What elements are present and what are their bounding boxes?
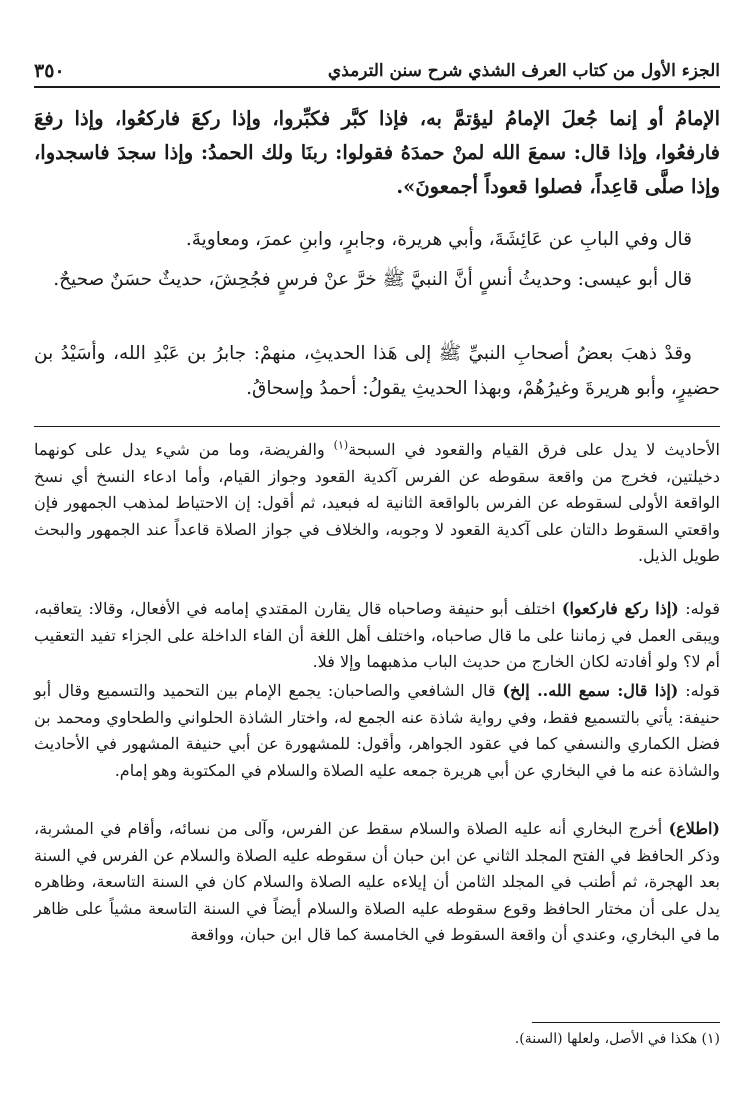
page-number: ٣٥٠ xyxy=(34,60,65,82)
running-header xyxy=(34,58,720,84)
commentary-intro-part2: والفريضة، وما من شيء يدل على كونهما دخيلتين، فخرج من واقعة سقوطه عن الفرس آكدية القعود وجواز القيام، وأما ادعاء النسخ أي نسخ الواقعة الأولى لسقوطه عن الفرس بالواقعة الثانية له فبعيد، ثم أقول: إن الاحتياط لمذهب الجمهور فإن واقعتي السقوط دالتان على آكدية القعود لا وجوبه، والخلاف في جواز الصلاة قاعداً عند الجمهور والبحث طويل الذيل. xyxy=(34,440,721,565)
ittilaa-label: (اطلاع) xyxy=(668,819,720,838)
rakaa-prefix: قوله: xyxy=(678,599,721,618)
commentary-rakaa xyxy=(34,596,720,676)
bab-paragraph: قال وفي البابِ عن عَائِشَةَ، وأبي هريرة، وجابرٍ، وابنِ عمرَ، ومعاويةَ. xyxy=(185,229,692,250)
commentary-intro-part1: الأحاديث لا يدل على فرق القيام والقعود في السبحة xyxy=(348,440,720,459)
commentary-ittilaa xyxy=(34,816,720,949)
footnote-reference: (١) xyxy=(333,438,349,452)
footnote-marker: (١) xyxy=(701,1031,720,1047)
commentary-samia xyxy=(34,678,720,784)
footnote-divider xyxy=(532,1022,720,1023)
samia-text: قال الشافعي والصاحبان: يجمع الإمام بين التحميد والتسميع وقال أبو حنيفة: يأتي بالتسميع فقط، وفي رواية شاذة عنه الجمع له، واختار الشاذة الحلواني والطحاوي ومحمد بن فضل الكماري والنسفي كما في عقود الجواهر، وأقول: للمشهورة عن أبي حنيفة المشهور في الأحاديث والشاذة عنه ما في البخاري عن أبي هريرة جمعه عليه الصلاة والسلام في المكتوبة وهو إمام. xyxy=(34,681,720,780)
commentary-divider xyxy=(34,426,720,427)
commentary-intro xyxy=(34,437,720,570)
footnote xyxy=(34,1028,720,1050)
running-title: الجزء الأول من كتاب العرف الشذي شرح سنن الترمذي xyxy=(327,61,720,81)
hadith-text: الإمامُ أو إنما جُعلَ الإمامُ ليؤتمَّ به، فإذا كبَّر فكبِّروا، وإذا ركعَ فاركعُوا، وإذا رفعَ فارفعُوا، وإذا قال: سمعَ الله لمنْ حمدَهُ فقولوا: ربنَا ولك الحمدُ: وإذا سجدَ فاسجدوا، وإذا صلَّى قاعِداً، فصلوا قعوداً أجمعونَ». xyxy=(34,107,720,198)
samia-prefix: قوله: xyxy=(678,681,721,700)
rakaa-label: (إذا ركع فاركعوا) xyxy=(561,599,679,618)
abu-isa-paragraph: قال أبو عيسى: وحديثُ أنسٍ أنَّ النبيَّ ﷺ خرَّ عنْ فرسٍ فجُحِشَ، حديثٌ حسَنٌ صحيحٌ. xyxy=(53,269,692,290)
dhahab-paragraph: وقدْ ذهبَ بعضُ أصحابِ النبيِّ ﷺ إلى هَذا الحديثِ، منهمْ: جابرُ بن عَبْدِ الله، وأسَيْدُ بن حضيرٍ، وأبو هريرةَ وغيرُهُمْ، وبهذا الحديثِ يقولُ: أحمدُ وإسحاقُ. xyxy=(34,343,720,399)
ittilaa-text: أخرج البخاري أنه عليه الصلاة والسلام سقط عن الفرس، وآلى من نسائه، وأقام في المشربة، وذكر الحافظ في الفتح المجلد الثاني عن ابن حبان أن سقوطه عليه الصلاة والسلام عن الفرس في السنة بعد الهجرة، ثم أطنب في المجلد الثامن أن إيلاءه عليه الصلاة والسلام كان في السنة التاسعة، وظاهره يدل على أن مختار الحافظ وقوع سقوطه عليه الصلاة والسلام أيضاً في السنة التاسعة مشياً على ظاهر ما في البخاري، وعندي أن واقعة السقوط في الخامسة كما قال ابن حبان، وواقعة xyxy=(34,819,720,944)
samia-label: (إذا قال: سمع الله.. إلخ) xyxy=(502,681,679,700)
header-rule xyxy=(34,86,720,88)
rakaa-text: اختلف أبو حنيفة وصاحباه قال يقارن المقتدي إمامه في الأفعال، وقالا: يتعاقبه، ويبقى العمل في زماننا على ما قال صاحباه، واختلف أهل اللغة أن الفاء الداخلة على الجزاء تفيد التعقيب أم لا؟ ولو أفادته لكان الخارج من حديث الباب مذهبهما وإلا فلا. xyxy=(34,599,720,671)
footnote-text: هكذا في الأصل، ولعلها (السنة). xyxy=(514,1031,702,1047)
book-page xyxy=(30,0,724,1105)
